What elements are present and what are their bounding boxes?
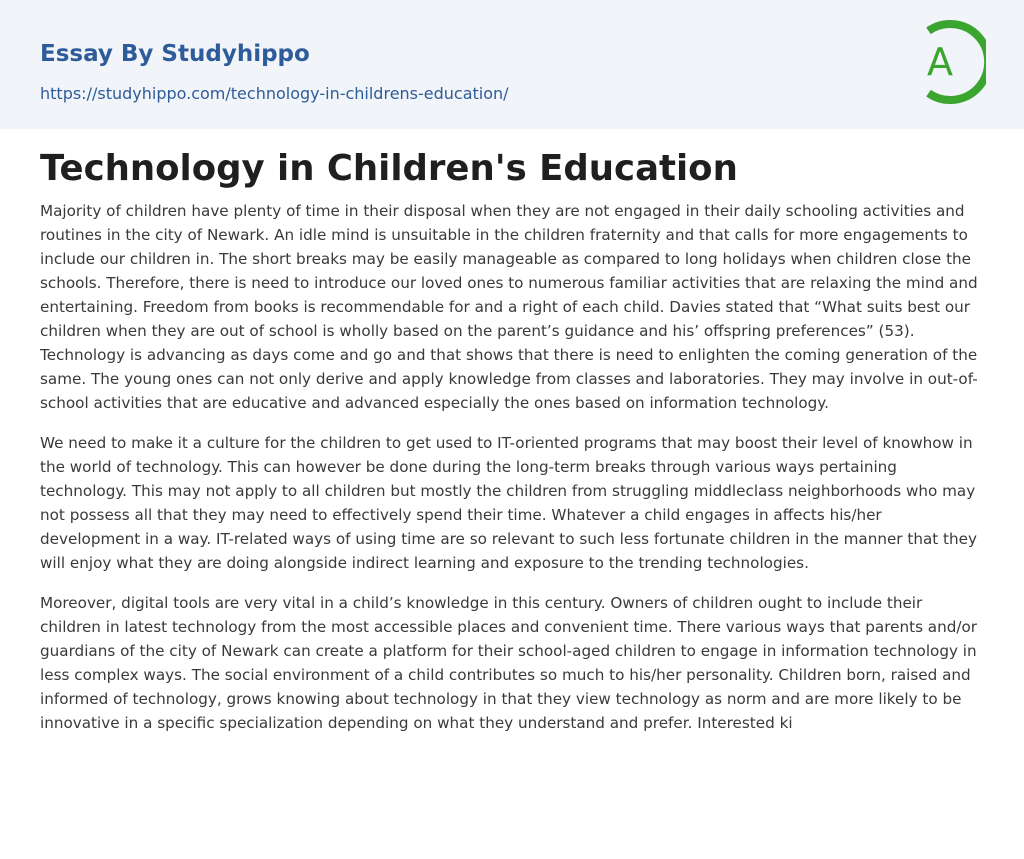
essay-url-link[interactable]: https://studyhippo.com/technology-in-childrens-education/ xyxy=(40,84,509,103)
article-paragraph: We need to make it a culture for the children to get used to IT-oriented programs that may boost their level of knowhow in the world of technology. This can however be done during the long-term breaks through various ways pertaining technology. This may not apply to all children but mostly the children from struggling middleclass neighborhoods who may not possess all that they may need to effectively spend their time. Whatever a child engages in affects his/her development in a way. IT-related ways of using time are so relevant to such less fortunate children in the manner that they will enjoy what they are doing alongside indirect learning and exposure to the trending technologies. xyxy=(40,434,977,572)
page-title: Technology in Children's Education xyxy=(40,148,738,189)
article-content xyxy=(0,129,1024,735)
article-paragraph: Moreover, digital tools are very vital in a child’s knowledge in this century. Owners of children ought to include their children in latest technology from the most accessible places and convenient time. There various ways that parents and/or guardians of the city of Newark can create a platform for their school-aged children to engage in information technology in less complex ways. The social environment of a child contributes so much to his/her personality. Children born, raised and informed of technology, grows knowing about technology in that they view technology as norm and are more likely to be innovative in a specific specialization depending on what they understand and prefer. Interested ki xyxy=(40,594,978,732)
article-paragraph: Majority of children have plenty of time in their disposal when they are not engaged in their daily schooling activities and routines in the city of Newark. An idle mind is unsuitable in the children fraternity and that calls for more engagements to include our children in. The short breaks may be easily manageable as compared to long holidays when children close the schools. Therefore, there is need to introduce our loved ones to numerous familiar activities that are relaxing the mind and entertaining. Freedom from books is recommendable for and a right of each child. Davies stated that “What suits best our children when they are out of school is wholly based on the parent’s guidance and his’ offspring preferences” (53). Technology is advancing as days come and go and that shows that there is need to enlighten the coming generation of the same. The young ones can not only derive and apply knowledge from classes and laboratories. They may involve in out-of-school activities that are educative and advanced especially the ones based on information technology. xyxy=(40,202,978,412)
studyhippo-logo-icon xyxy=(912,19,986,105)
site-header xyxy=(0,0,1024,129)
logo-letter: A xyxy=(927,40,953,84)
brand-title: Essay By Studyhippo xyxy=(40,41,310,67)
